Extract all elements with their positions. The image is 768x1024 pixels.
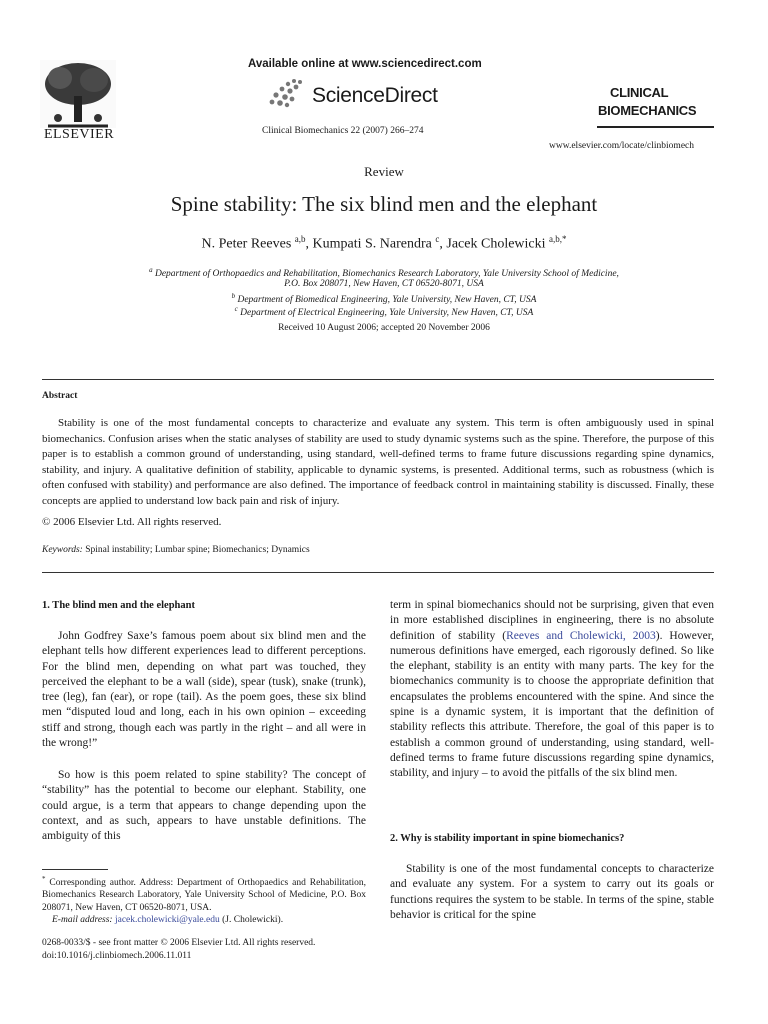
paragraph-text: John Godfrey Saxe’s famous poem about six blind men and the elephant tells how different experiences lead to different perceptions. For the blind men, depending on what part was touched, they perceived the elephant to be a wall (side), spear (tusk), snake (trunk), tree (leg), fan (ear), or rope (tail). As the poem goes, these six blind men “disputed loud and long, each in his own opinion – exceeding stiff and strong, though each was partly in the right – and all were in the wrong!” [42, 630, 366, 750]
paragraph-text: Stability is one of the most fundamental concepts to characterize and evaluate any system. For a system to carry out its goals or functions requires the system to be stable. In terms of the spine, stable behavior is critical for the spine [390, 863, 714, 921]
journal-brand [598, 84, 696, 120]
journal-brand-line2: BIOMECHANICS [598, 103, 697, 118]
author-affiliation-marks: a,b,* [549, 234, 567, 244]
section-1-paragraph-2 [42, 768, 366, 844]
section-2-paragraph-1 [390, 862, 714, 923]
corresponding-author-footnote [42, 873, 366, 926]
footnote-mark: * [42, 875, 46, 883]
abstract-body: Stability is one of the most fundamental concepts to characterize and evaluate any system. This term is often ambiguously used in spinal biomechanics. Confusion arises when the static analyses of stability are used to study dynamic systems such as the spine. Therefore, the purpose of this paper is to establish a common ground of understanding, using standard, well-defined terms to frame future discussions regarding spine dynamics, stability, and injury. A qualitative definition of stability, applicable to dynamic systems, is presented. Additional terms, such as robustness (which is often confused with stability) and performance are also defined. The importance of feedback control in maintaining stability is discussed. Finally, these concepts are applied to understand low back pain and risk of injury. [42, 417, 714, 507]
journal-citation: Clinical Biomechanics 22 (2007) 266–274 [262, 126, 424, 136]
keywords [42, 545, 310, 555]
affiliation-a [0, 266, 768, 279]
section-1-paragraph-1 [42, 629, 366, 751]
brand-rule [597, 126, 714, 128]
affiliation-mark: c [234, 305, 238, 313]
paragraph-text: So how is this poem related to spine stability? The concept of “stability” has the potential to become our elephant. Stability, one could argue, is a term that appears to change depending upon the context, and as such, appears to have unstable definitions. The ambiguity of this [42, 769, 366, 843]
author-name: Jacek Cholewicki [446, 236, 546, 252]
footnote-rule [42, 869, 108, 870]
footnote-text: Corresponding author. Address: Department of Orthopaedics and Rehabilitation, Biomechanics Research Laboratory, Yale University School of Medicine, P.O. Box 208071, New Haven, CT 06520-8071, USA. [42, 878, 367, 913]
email-label: E-mail address: [52, 915, 113, 926]
doi-line: doi:10.1016/j.clinbiomech.2006.11.011 [42, 950, 192, 961]
sciencedirect-dots-icon [268, 78, 308, 108]
affiliation-a-line2: P.O. Box 208071, New Haven, CT 06520-8071, USA [284, 279, 484, 289]
abstract-top-rule [42, 379, 714, 380]
author-separator: , [305, 236, 313, 252]
paragraph-text [390, 598, 714, 782]
paragraph-text-start: term in spinal biomechanics should not be surprising, given that even in more established disciplines in engineering, there is no absolute definition of stability ( [390, 599, 714, 642]
abstract-heading: Abstract [42, 391, 78, 401]
keywords-label: Keywords: [42, 545, 83, 555]
front-matter [42, 937, 315, 962]
author-name: N. Peter Reeves [201, 236, 292, 252]
email-suffix: (J. Cholewicki). [222, 915, 284, 926]
issn-line: 0268-0033/$ - see front matter © 2006 Elsevier Ltd. All rights reserved. [42, 938, 316, 948]
paragraph-text-end: ). However, numerous definitions have emerged, each rigorously defined. So like the elephant, stability is an entity with many parts. The key for the biomechanics community is to choose the appropriate definition that encapsulates the problems encountered with the spine. And since the spine is a dynamic system, it is important that the definition of stability reflects this attribute. Therefore, the goal of this paper is to establish a common ground of understanding, using standard, well-defined terms to frame future discussions regarding spine dynamics, stability, and injury – to avoid the pitfalls of the six blind men. [390, 629, 714, 780]
received-dates: Received 10 August 2006; accepted 20 November 2006 [278, 323, 490, 333]
affiliation-mark: b [231, 292, 236, 300]
journal-brand-line1: CLINICAL [610, 85, 669, 100]
abstract-bottom-rule [42, 572, 714, 573]
journal-url-link[interactable]: www.elsevier.com/locate/clinbiomech [549, 141, 695, 151]
affiliation-mark: a [149, 266, 153, 274]
affiliation-text: Department of Orthopaedics and Rehabilitation, Biomechanics Research Laboratory, Yale University School of Medicine, [154, 269, 619, 280]
article-type: Review [364, 164, 404, 179]
affiliation-b [0, 292, 768, 305]
author-affiliation-marks: a,b [294, 234, 306, 244]
abstract-copyright: © 2006 Elsevier Ltd. All rights reserved. [42, 516, 222, 528]
section-1-heading: 1. The blind men and the elephant [42, 600, 195, 611]
author-separator: , [439, 236, 447, 252]
author-name: Kumpati S. Narendra [312, 236, 432, 252]
author-affiliation-marks: c [435, 234, 440, 244]
keywords-list: Spinal instability; Lumbar spine; Biomechanics; Dynamics [85, 545, 310, 555]
affiliation-text: Department of Electrical Engineering, Yale University, New Haven, CT, USA [240, 308, 534, 319]
publisher-name: ELSEVIER [43, 127, 115, 142]
section-1-continuation [390, 598, 714, 782]
article-title: Spine stability: The six blind men and the elephant [170, 192, 598, 216]
sciencedirect-wordmark: ScienceDirect [312, 84, 438, 107]
affiliation-text: Department of Biomedical Engineering, Yale University, New Haven, CT, USA [237, 295, 537, 306]
section-2-heading: 2. Why is stability important in spine biomechanics? [390, 833, 625, 844]
available-online-text: Available online at www.sciencedirect.com [248, 58, 482, 70]
email-link[interactable]: jacek.cholewicki@yale.edu [114, 915, 220, 926]
affiliation-c [0, 305, 768, 318]
author-list [0, 234, 768, 253]
citation-link[interactable]: Reeves and Cholewicki, 2003 [506, 629, 656, 642]
